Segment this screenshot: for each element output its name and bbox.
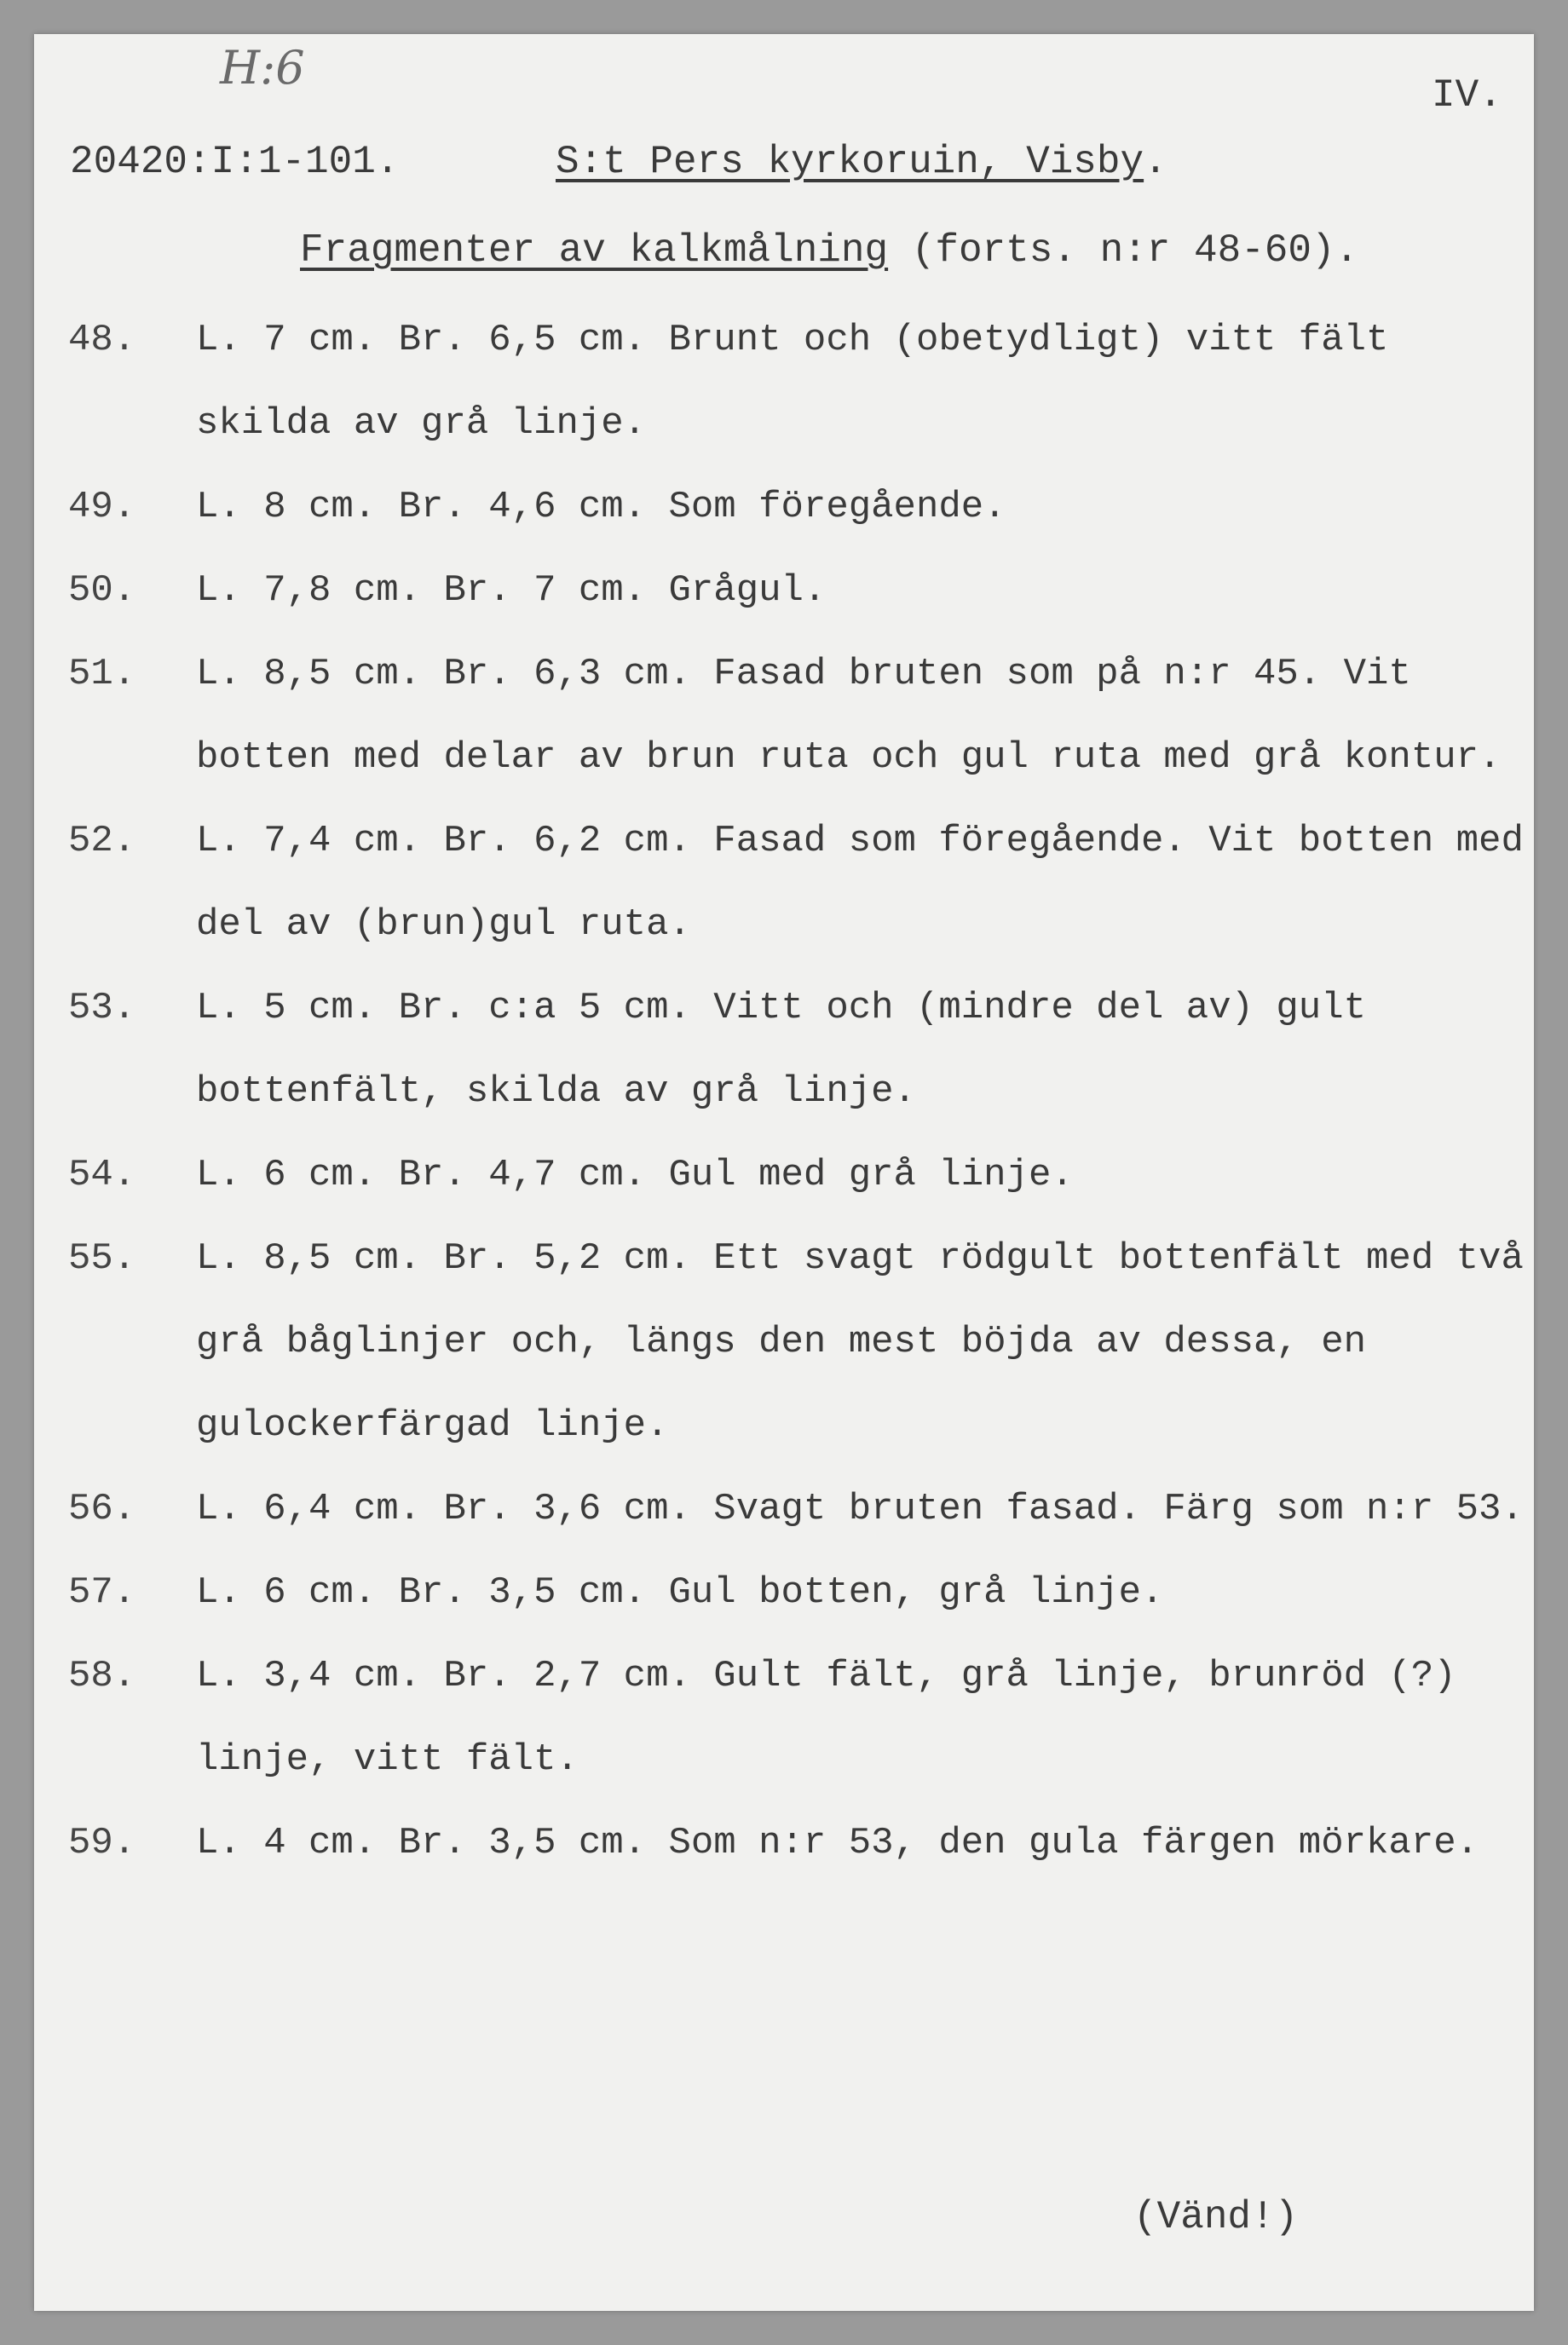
entry-58 (68, 1634, 1534, 1801)
entry-51 (68, 632, 1534, 799)
subtitle-underlined: Fragmenter av kalkmålning (300, 228, 889, 273)
site-title (556, 140, 1167, 184)
site-title-text: S:t Pers kyrkoruin, Visby (556, 140, 1144, 184)
entry-57 (68, 1551, 1534, 1634)
entry-text: L. 7,4 cm. Br. 6,2 cm. Fasad som föregående. Vit botten med del av (brun)gul ruta. (196, 820, 1524, 946)
entry-53 (68, 966, 1534, 1133)
entry-49 (68, 465, 1534, 549)
entry-number: 52. (68, 820, 136, 862)
handwritten-note: H:6 (220, 41, 305, 95)
entry-text: L. 6 cm. Br. 3,5 cm. Gul botten, grå linje. (196, 1571, 1164, 1614)
subtitle-rest: (forts. n:r 48-60). (888, 228, 1359, 273)
entry-number: 53. (68, 987, 136, 1029)
entry-56 (68, 1467, 1534, 1551)
entry-text: L. 3,4 cm. Br. 2,7 cm. Gult fält, grå linje, brunröd (?) linje, vitt fält. (196, 1655, 1456, 1781)
entry-number: 49. (68, 486, 136, 528)
entry-text: L. 6 cm. Br. 4,7 cm. Gul med grå linje. (196, 1154, 1074, 1196)
entry-number: 50. (68, 569, 136, 612)
entry-59 (68, 1801, 1534, 1885)
entry-48 (68, 298, 1534, 465)
entry-text: L. 8,5 cm. Br. 5,2 cm. Ett svagt rödgult bottenfält med två grå båglinjer och, längs den mest böjda av dessa, en gulockerfärgad linje. (196, 1237, 1524, 1447)
entry-52 (68, 799, 1534, 966)
entry-number: 54. (68, 1154, 136, 1196)
entry-55 (68, 1217, 1534, 1467)
entry-text: L. 8,5 cm. Br. 6,3 cm. Fasad bruten som på n:r 45. Vit botten med delar av brun ruta och gul ruta med grå kontur. (196, 653, 1502, 779)
site-title-end: . (1144, 140, 1167, 184)
entry-number: 55. (68, 1237, 136, 1280)
entry-text: L. 5 cm. Br. c:a 5 cm. Vitt och (mindre del av) gult bottenfält, skilda av grå linje. (196, 987, 1367, 1113)
entry-50 (68, 549, 1534, 632)
entry-text: L. 6,4 cm. Br. 3,6 cm. Svagt bruten fasad. Färg som n:r 53. (196, 1488, 1524, 1530)
page-number: IV. (1432, 73, 1502, 118)
catalog-id: 20420:I:1-101. (70, 140, 400, 184)
entry-number: 59. (68, 1822, 136, 1864)
entry-number: 57. (68, 1571, 136, 1614)
entry-text: L. 7,8 cm. Br. 7 cm. Grågul. (196, 569, 827, 612)
entry-text: L. 8 cm. Br. 4,6 cm. Som föregående. (196, 486, 1006, 528)
entry-number: 51. (68, 653, 136, 695)
entry-text: L. 4 cm. Br. 3,5 cm. Som n:r 53, den gula färgen mörkare. (196, 1822, 1479, 1864)
entry-number: 56. (68, 1488, 136, 1530)
subtitle (300, 228, 1358, 273)
entry-number: 48. (68, 319, 136, 361)
turn-page-note: (Vänd!) (1133, 2195, 1299, 2239)
entry-text: L. 7 cm. Br. 6,5 cm. Brunt och (obetydligt) vitt fält skilda av grå linje. (196, 319, 1389, 445)
entry-list (68, 298, 1534, 1885)
catalog-card (34, 34, 1534, 2311)
entry-54 (68, 1133, 1534, 1217)
entry-number: 58. (68, 1655, 136, 1697)
